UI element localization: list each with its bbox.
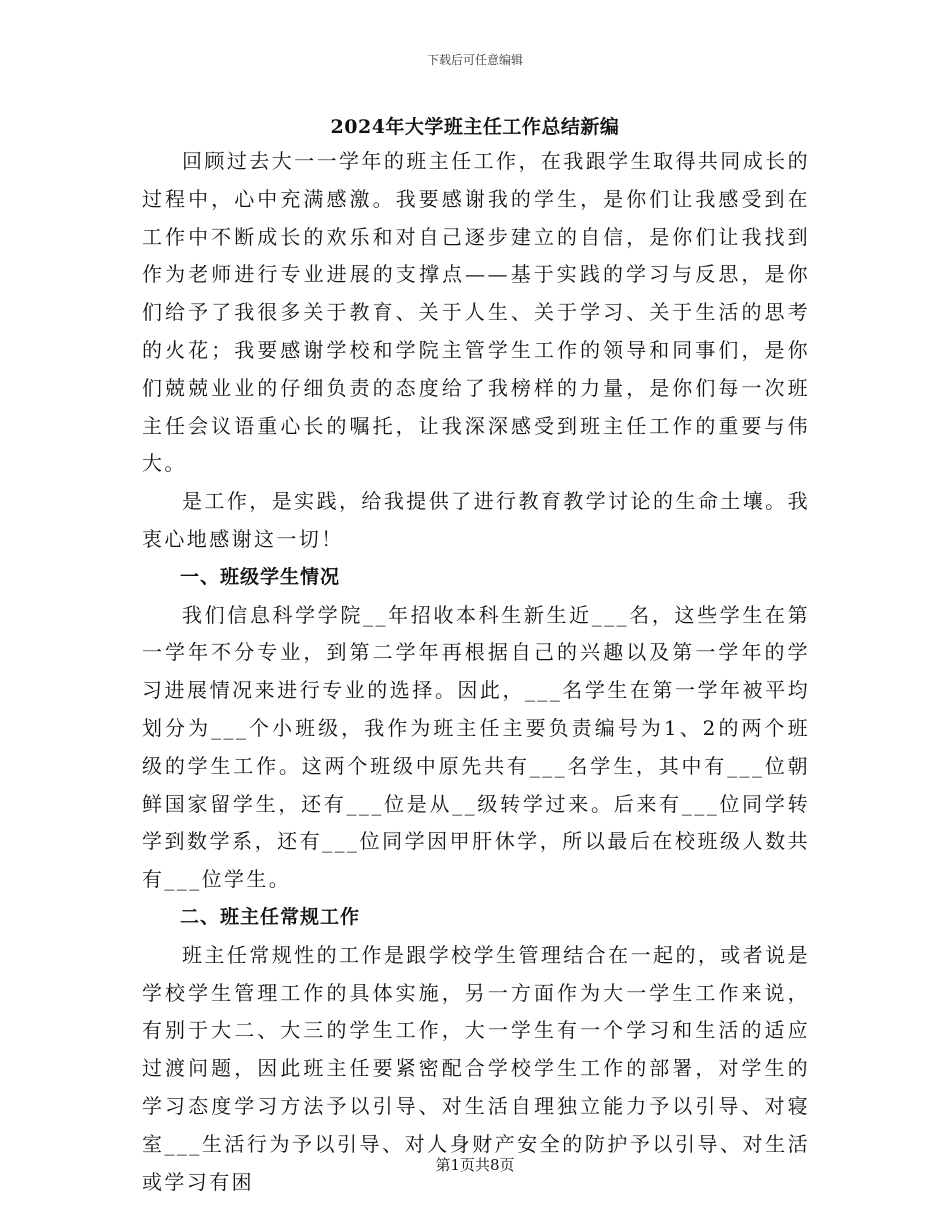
paragraph-intro: 回顾过去大一一学年的班主任工作，在我跟学生取得共同成长的过程中，心中充满感激。我要感谢我的学生，是你们让我感受到在工作中不断成长的欢乐和对自己逐步建立的自信，是你们让我找到作为老师进行专业进展的支撑点——基于实践的学习与反思，是你们给予了我很多关于教育、关于人生、关于学习、关于生活的思考的火花；我要感谢学校和学院主管学生工作的领导和同事们，是你们兢兢业业的仔细负责的态度给了我榜样的力量，是你们每一次班主任会议语重心长的嘱托，让我深深感受到班主任工作的重要与伟大。	[142, 149, 810, 476]
document-title: 2024年大学班主任工作总结新编	[330, 116, 620, 138]
page-number: 第1页共8页	[435, 1156, 515, 1174]
paragraph-class-students: 我们信息科学学院__年招收本科生新生近___名，这些学生在第一学年不分专业，到第二学年再根据自己的兴趣以及第一学年的学习进展情况来进行专业的选择。因此，___名学生在第一学年被平均划分为___个小班级，我作为班主任主要负责编号为1、2的两个班级的学生工作。这两个班级中原先共有___名学生，其中有___位朝鲜国家留学生，还有___位是从__级转学过来。后来有___位同学转学到数学系，还有___位同学因甲肝休学，所以最后在校班级人数共有___位学生。	[142, 602, 810, 892]
section-heading-class-students: 一、班级学生情况	[180, 565, 341, 588]
section-heading-routine-work: 二、班主任常规工作	[180, 905, 361, 928]
page-header: 下载后可任意编辑	[426, 53, 523, 67]
document-body	[142, 143, 810, 1201]
paragraph-routine-work: 班主任常规性的工作是跟学校学生管理结合在一起的，或者说是学校学生管理工作的具体实施，另一方面作为大一学生工作来说，有别于大二、大三的学生工作，大一学生有一个学习和生活的适应过渡问题，因此班主任要紧密配合学校学生工作的部署，对学生的学习态度学习方法予以引导、对生活自理独立能力予以引导、对寝室___生活行为予以引导、对人身财产安全的防护予以引导、对生活或学习有困	[142, 942, 810, 1194]
paragraph-gratitude: 是工作，是实践，给我提供了进行教育教学讨论的生命土壤。我衷心地感谢这一切！	[142, 489, 810, 551]
